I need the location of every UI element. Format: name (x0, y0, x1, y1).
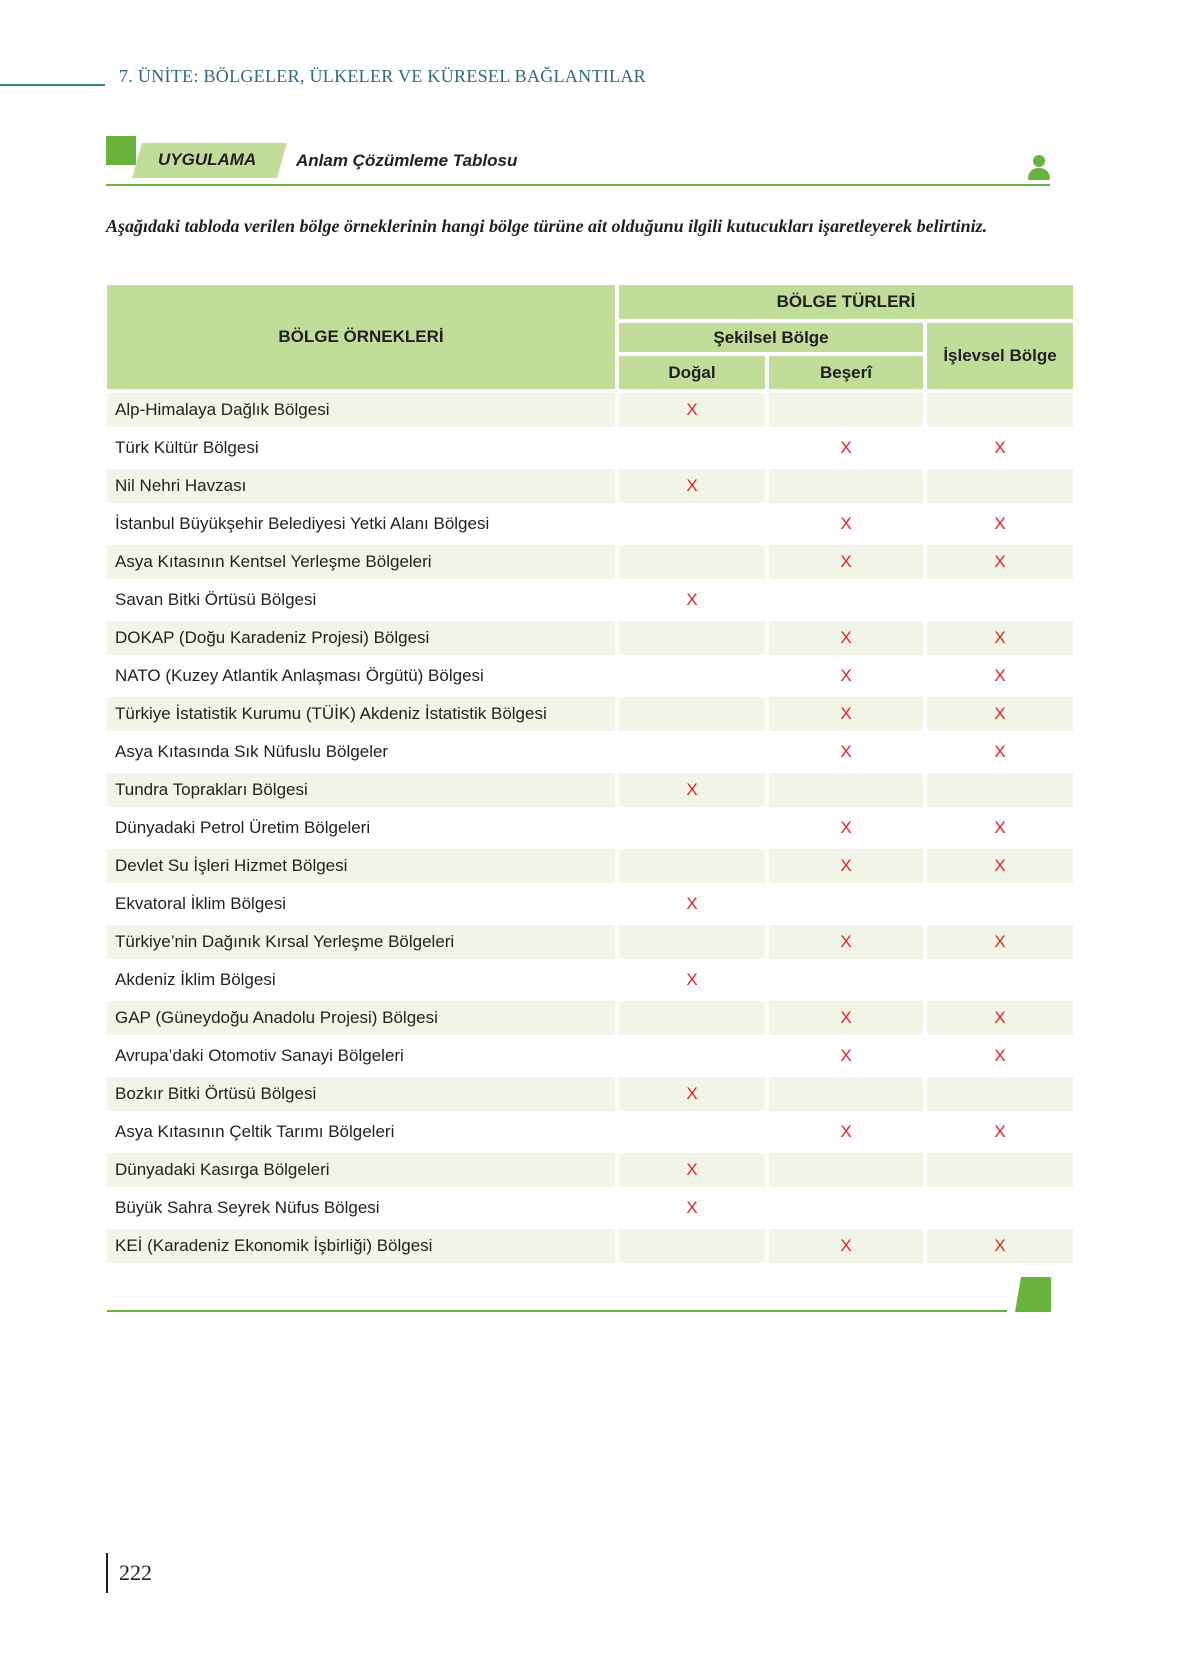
table-row (107, 811, 1073, 845)
region-name-cell: Asya Kıtasında Sık Nüfuslu Bölgeler (107, 735, 615, 769)
mark-cell-islevsel[interactable] (927, 1191, 1073, 1225)
region-table (103, 281, 1077, 1267)
mark-cell-beseri[interactable] (769, 583, 923, 617)
table-row (107, 507, 1073, 541)
mark-cell-beseri[interactable]: X (769, 1229, 923, 1263)
region-name-cell: Asya Kıtasının Çeltik Tarımı Bölgeleri (107, 1115, 615, 1149)
table-row (107, 621, 1073, 655)
section-badge-label: UYGULAMA (158, 150, 257, 169)
mark-cell-islevsel[interactable]: X (927, 697, 1073, 731)
region-name-cell: Avrupa’daki Otomotiv Sanayi Bölgeleri (107, 1039, 615, 1073)
mark-cell-islevsel[interactable] (927, 773, 1073, 807)
region-name-cell: Ekvatoral İklim Bölgesi (107, 887, 615, 921)
region-name-cell: KEİ (Karadeniz Ekonomik İşbirliği) Bölgesi (107, 1229, 615, 1263)
mark-cell-dogal[interactable] (619, 621, 765, 655)
mark-cell-islevsel[interactable]: X (927, 1001, 1073, 1035)
region-name-cell: Akdeniz İklim Bölgesi (107, 963, 615, 997)
page-number-bar (106, 1553, 108, 1593)
region-name-cell: Nil Nehri Havzası (107, 469, 615, 503)
mark-cell-islevsel[interactable]: X (927, 925, 1073, 959)
mark-cell-dogal[interactable] (619, 545, 765, 579)
mark-cell-islevsel[interactable]: X (927, 1115, 1073, 1149)
section-title: Anlam Çözümleme Tablosu (296, 151, 518, 170)
mark-cell-islevsel[interactable] (927, 1153, 1073, 1187)
mark-cell-beseri[interactable]: X (769, 1115, 923, 1149)
region-name-cell: Büyük Sahra Seyrek Nüfus Bölgesi (107, 1191, 615, 1225)
header-types: BÖLGE TÜRLERİ (619, 285, 1073, 319)
mark-cell-dogal[interactable] (619, 925, 765, 959)
page-number: 222 (119, 1560, 152, 1585)
region-name-cell: Türk Kültür Bölgesi (107, 431, 615, 465)
region-name-cell: DOKAP (Doğu Karadeniz Projesi) Bölgesi (107, 621, 615, 655)
mark-cell-beseri[interactable]: X (769, 1001, 923, 1035)
mark-cell-beseri[interactable] (769, 1153, 923, 1187)
table-row (107, 697, 1073, 731)
mark-cell-beseri[interactable]: X (769, 545, 923, 579)
mark-cell-islevsel[interactable] (927, 887, 1073, 921)
region-name-cell: Savan Bitki Örtüsü Bölgesi (107, 583, 615, 617)
table-row (107, 1001, 1073, 1035)
table-row (107, 849, 1073, 883)
header-examples: BÖLGE ÖRNEKLERİ (107, 285, 615, 389)
mark-cell-islevsel[interactable]: X (927, 507, 1073, 541)
header-beseri: Beşerî (769, 356, 923, 389)
mark-cell-beseri[interactable] (769, 469, 923, 503)
header-sekilsel: Şekilsel Bölge (619, 323, 923, 352)
mark-cell-dogal[interactable] (619, 1229, 765, 1263)
mark-cell-islevsel[interactable]: X (927, 431, 1073, 465)
mark-cell-dogal[interactable]: X (619, 583, 765, 617)
mark-cell-dogal[interactable] (619, 659, 765, 693)
footer-marker (1015, 1277, 1051, 1312)
chapter-title: 7. ÜNİTE: BÖLGELER, ÜLKELER VE KÜRESEL BAĞLANTILAR (119, 66, 646, 86)
instructions: Aşağıdaki tabloda verilen bölge örneklerinin hangi bölge türüne ait olduğunu ilgili kutucukları işaretleyerek belirtiniz. (106, 216, 988, 236)
mark-cell-dogal[interactable] (619, 1001, 765, 1035)
mark-cell-beseri[interactable]: X (769, 1039, 923, 1073)
mark-cell-dogal[interactable]: X (619, 963, 765, 997)
table-row (107, 583, 1073, 617)
region-name-cell: Dünyadaki Petrol Üretim Bölgeleri (107, 811, 615, 845)
header-islevsel: İşlevsel Bölge (927, 323, 1073, 389)
section-marker (106, 136, 136, 165)
mark-cell-beseri[interactable]: X (769, 659, 923, 693)
region-name-cell: NATO (Kuzey Atlantik Anlaşması Örgütü) Bölgesi (107, 659, 615, 693)
mark-cell-dogal[interactable] (619, 735, 765, 769)
mark-cell-beseri[interactable]: X (769, 735, 923, 769)
mark-cell-islevsel[interactable] (927, 963, 1073, 997)
mark-cell-beseri[interactable] (769, 773, 923, 807)
mark-cell-dogal[interactable]: X (619, 393, 765, 427)
mark-cell-beseri[interactable] (769, 887, 923, 921)
mark-cell-islevsel[interactable] (927, 1077, 1073, 1111)
mark-cell-dogal[interactable]: X (619, 887, 765, 921)
region-name-cell: GAP (Güneydoğu Anadolu Projesi) Bölgesi (107, 1001, 615, 1035)
table-row (107, 1153, 1073, 1187)
mark-cell-islevsel[interactable]: X (927, 1229, 1073, 1263)
table-row (107, 659, 1073, 693)
mark-cell-islevsel[interactable] (927, 469, 1073, 503)
table-row (107, 469, 1073, 503)
mark-cell-islevsel[interactable] (927, 393, 1073, 427)
header-dogal: Doğal (619, 356, 765, 389)
mark-cell-dogal[interactable]: X (619, 469, 765, 503)
mark-cell-beseri[interactable]: X (769, 925, 923, 959)
section-rule (106, 184, 1050, 186)
footer-rule (107, 1310, 1007, 1312)
mark-cell-beseri[interactable]: X (769, 507, 923, 541)
mark-cell-dogal[interactable]: X (619, 1191, 765, 1225)
table-row (107, 1039, 1073, 1073)
table-row (107, 1077, 1073, 1111)
mark-cell-beseri[interactable] (769, 1191, 923, 1225)
table-row (107, 963, 1073, 997)
mark-cell-dogal[interactable] (619, 507, 765, 541)
mark-cell-dogal[interactable]: X (619, 1077, 765, 1111)
header-rule (0, 84, 105, 86)
region-name-cell: Türkiye’nin Dağınık Kırsal Yerleşme Bölgeleri (107, 925, 615, 959)
mark-cell-islevsel[interactable]: X (927, 1039, 1073, 1073)
mark-cell-beseri[interactable]: X (769, 431, 923, 465)
region-name-cell: Dünyadaki Kasırga Bölgeleri (107, 1153, 615, 1187)
mark-cell-beseri[interactable]: X (769, 697, 923, 731)
table-row (107, 925, 1073, 959)
mark-cell-beseri[interactable]: X (769, 849, 923, 883)
mark-cell-beseri[interactable]: X (769, 621, 923, 655)
table-row (107, 431, 1073, 465)
table-row (107, 1191, 1073, 1225)
mark-cell-islevsel[interactable]: X (927, 545, 1073, 579)
region-name-cell: Bozkır Bitki Örtüsü Bölgesi (107, 1077, 615, 1111)
mark-cell-islevsel[interactable]: X (927, 621, 1073, 655)
mark-cell-beseri[interactable] (769, 1077, 923, 1111)
mark-cell-dogal[interactable] (619, 811, 765, 845)
table-row (107, 735, 1073, 769)
table-row (107, 773, 1073, 807)
mark-cell-dogal[interactable] (619, 1039, 765, 1073)
table-row (107, 887, 1073, 921)
person-icon (1028, 155, 1050, 180)
region-name-cell: Tundra Toprakları Bölgesi (107, 773, 615, 807)
mark-cell-dogal[interactable]: X (619, 773, 765, 807)
mark-cell-beseri[interactable] (769, 393, 923, 427)
mark-cell-dogal[interactable] (619, 849, 765, 883)
mark-cell-dogal[interactable] (619, 1115, 765, 1149)
region-name-cell: Asya Kıtasının Kentsel Yerleşme Bölgeleri (107, 545, 615, 579)
table-body (107, 393, 1073, 1263)
mark-cell-islevsel[interactable]: X (927, 849, 1073, 883)
table-row (107, 393, 1073, 427)
region-name-cell: Türkiye İstatistik Kurumu (TÜİK) Akdeniz İstatistik Bölgesi (107, 697, 615, 731)
mark-cell-dogal[interactable] (619, 431, 765, 465)
region-name-cell: İstanbul Büyükşehir Belediyesi Yetki Alanı Bölgesi (107, 507, 615, 541)
mark-cell-dogal[interactable] (619, 697, 765, 731)
table-row (107, 1115, 1073, 1149)
mark-cell-islevsel[interactable]: X (927, 735, 1073, 769)
region-name-cell: Alp-Himalaya Dağlık Bölgesi (107, 393, 615, 427)
table-row (107, 545, 1073, 579)
mark-cell-beseri[interactable] (769, 963, 923, 997)
region-name-cell: Devlet Su İşleri Hizmet Bölgesi (107, 849, 615, 883)
mark-cell-islevsel[interactable] (927, 583, 1073, 617)
mark-cell-beseri[interactable]: X (769, 811, 923, 845)
mark-cell-dogal[interactable]: X (619, 1153, 765, 1187)
mark-cell-islevsel[interactable]: X (927, 659, 1073, 693)
table-row (107, 1229, 1073, 1263)
mark-cell-islevsel[interactable]: X (927, 811, 1073, 845)
